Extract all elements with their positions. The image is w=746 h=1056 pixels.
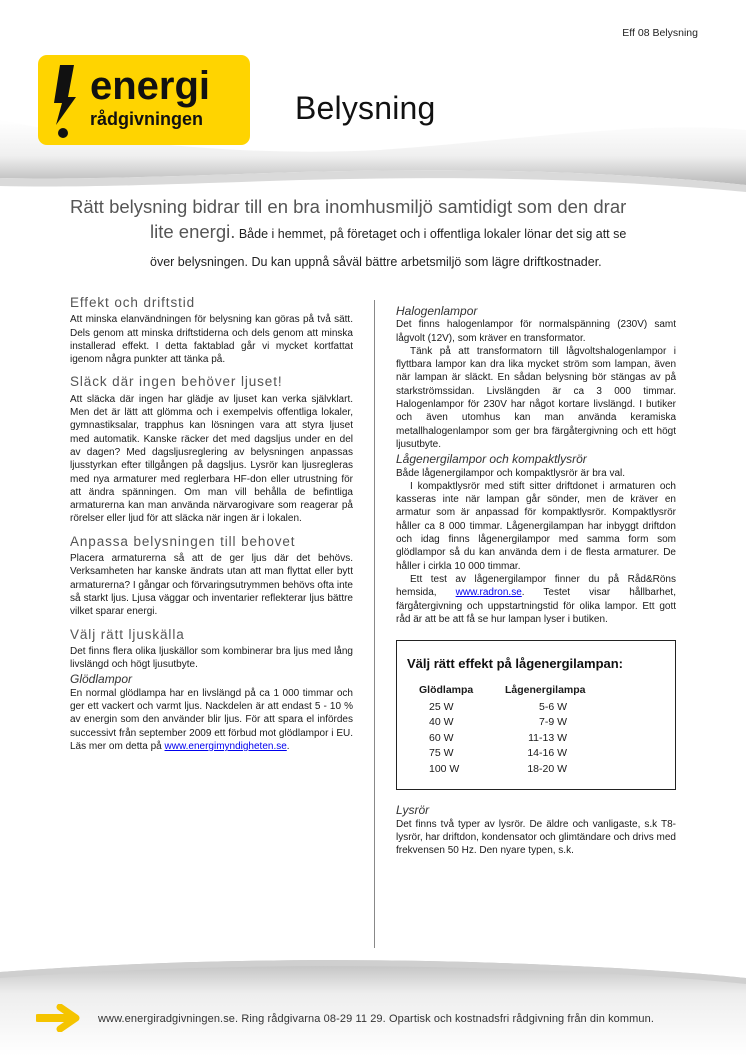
table-cell: 7-9 W: [538, 716, 567, 729]
heading-valj: Välj rätt ljuskälla: [70, 626, 185, 642]
para-lagenergi-2: I kompaktlysrör med stift sitter driftdonet i armaturen och kasseras inte när lampan går sönder, men de kräver en armatur som är anpassad för kompaktlysrör. Kompaktlysrör håller ca 8 000 timmar. Lågenergilampan har inbyggt driftdon och idag finns lågenergilampor med samma form som glödlampor så du kan använda dem i de flesta armaturer. De håller i cirkla 10 000 timmar.: [396, 480, 676, 572]
para-halogen-2: Tänk på att transformatorn till lågvoltshalogenlampor i flyttbara lampor kan dra lika mycket ström som lampan, även när lampan är släckt. En sådan belysning bör stängas av på starkströmssidan. Livslängden är ca 3 000 timmar. Halogenlampor för 230V har något kortare livslängd. I butiker och även utomhus kan man använda keramiska metallhalogenlampor som ger bra färgåtergivning och ett högt ljusutbyte.: [396, 345, 676, 450]
para-lagenergi-1: Både lågenergilampor och kompaktlysrör är bra val.: [396, 467, 625, 479]
link-radron[interactable]: www.radron.se: [455, 587, 522, 599]
para-lysror: Det finns två typer av lysrör. De äldre och vanligaste, s.k T8-lysrör, har driftdon, kondensator och glimtändare och drivs med frekvensen 50 Hz. Den nyare typen, s.k.: [396, 818, 676, 857]
svg-text:energi: energi: [90, 64, 211, 108]
para-slack: Att släcka där ingen har glädje av ljuset kan verka självklart. Men det är lätt att glömma och i exempelvis offentliga lokaler, gymnastiksalar, trapphus kan lösningen vara att styra ljuset med automatik. Kanske räcker det med dagsljus under en del av dagen? Med dagsljusreglering av belysningen anpassas ljusstyrkan efter tillgången på dagsljus. Lysrör kan ljusregleras med nya armaturer med reglerbara HF-don eller utrustning för att ändra spänningen. Om man vill behålla de befintliga armaturerna kan man använda närvarogivare som reagerar på rörelser eller ljud för att släcka när ingen är i lokalen.: [70, 393, 353, 525]
column-divider: [374, 300, 375, 948]
para-anpassa: Placera armaturerna så att de ger ljus där det behövs. Verksamheten har kanske ändrats utan att man flyttat eller bytt armaturerna? I gångar och förvaringsutrymmen behövs ofta inte så starkt ljus. Ljusa väggar och inventarier reflekterar ljus bättre vilket sparar energi.: [70, 553, 353, 618]
para-glodlampor: [70, 687, 353, 753]
heading-lagenergi: Lågenergilampor och kompaktlysrör: [396, 452, 587, 467]
lead-line-3: över belysningen. Du kan uppnå såväl bättre arbetsmiljö som lägre driftkostnader.: [150, 255, 602, 269]
para-glodlampor-end: .: [286, 740, 290, 752]
table-cell: 100 W: [429, 762, 460, 775]
effect-table-header: [419, 684, 665, 697]
table-cell: 25 W: [429, 700, 454, 713]
table-cell: 60 W: [429, 731, 454, 744]
link-energimyndigheten[interactable]: www.energimyndigheten.se: [164, 740, 287, 752]
lead-line-2-large: lite energi.: [150, 221, 236, 242]
lead-line-2-small: Både i hemmet, på företaget och i offentliga lokaler lönar det sig att se: [235, 227, 627, 241]
para-lagenergi-3-text: Ett test av lågenergilampor finner du på Råd&Röns hemsida,: [396, 573, 676, 599]
para-halogen-1: Det finns halogenlampor för normalspänning (230V) samt lågvolt (12V), som kräver en transformator.: [396, 319, 676, 344]
table-cell: 75 W: [429, 747, 454, 760]
lead-line-1: Rätt belysning bidrar till en bra inomhusmiljö samtidigt som den drar: [70, 196, 627, 217]
heading-anpassa: Anpassa belysningen till behovet: [70, 533, 296, 549]
para-valj: Det finns flera olika ljuskällor som kombinerar bra ljus med lång livslängd och högt ljusutbyte.: [70, 645, 353, 671]
effect-box-title: Välj rätt effekt på lågenergilampan:: [407, 656, 624, 672]
table-cell: 18-20 W: [527, 762, 567, 775]
right-column: [396, 296, 676, 857]
svg-text:rådgivningen: rådgivningen: [90, 109, 204, 129]
table-row: [419, 715, 665, 731]
heading-lysror: Lysrör: [396, 803, 430, 818]
table-row: [419, 746, 665, 762]
energiradgivningen-logo: [38, 55, 250, 145]
left-column: [70, 296, 353, 753]
heading-glodlampor: Glödlampor: [70, 672, 133, 687]
table-cell: 40 W: [429, 716, 454, 729]
footer-contact-text: www.energiradgivningen.se. Ring rådgivarna 08-29 11 29. Opartisk och kostnadsfri rådgivning från din kommun.: [98, 1013, 655, 1025]
table-cell: 11-13 W: [528, 731, 567, 744]
effect-table: [419, 684, 665, 777]
lead-paragraph: [70, 194, 670, 274]
para-lagenergi-3: [396, 573, 676, 626]
table-cell: 14-16 W: [527, 747, 567, 760]
para-lagenergi-3-end: . Testet visar hållbarhet, färgåtergivning och uppstartningstid för olika lampor. Ett gott råd är att be att få se hur lampan lyser i butiken.: [396, 587, 676, 625]
heading-effekt: Effekt och driftstid: [70, 295, 196, 310]
table-row: [419, 731, 665, 747]
effect-table-col-glodlampa: Glödlampa: [419, 684, 474, 697]
heading-slack: Släck där ingen behöver ljuset!: [70, 374, 283, 390]
arrow-right-icon: [36, 1004, 82, 1032]
effect-comparison-box: [396, 640, 676, 790]
document-code: Eff 08 Belysning: [622, 27, 698, 39]
effect-table-col-lagenergilampa: Lågenergilampa: [505, 684, 586, 697]
table-cell: 5-6 W: [538, 700, 567, 713]
lead-line-2: [150, 219, 670, 247]
para-effekt: Att minska elanvändningen för belysning kan göras på två sätt. Dels genom att minska driftstiderna och dels genom att minska installerad effekt. I detta faktablad går vi mycket kortfattat igenom några punkter att tänka på.: [70, 314, 353, 366]
para-glodlampor-text: En normal glödlampa har en livslängd på ca 1 000 timmar och ger ett vackert och varmt ljus. Nackdelen är att endast 5 - 10 % av energin som den använder blir ljus. För att spara el infördes successivt från september 2009 ett förbud mot glödlampor i EU. Läs mer om detta på: [70, 687, 353, 752]
footer-swoosh: [0, 950, 746, 1056]
heading-halogenlampor: Halogenlampor: [396, 304, 478, 318]
table-row: [419, 700, 665, 716]
table-row: [419, 762, 665, 778]
page-title: Belysning: [295, 90, 436, 126]
